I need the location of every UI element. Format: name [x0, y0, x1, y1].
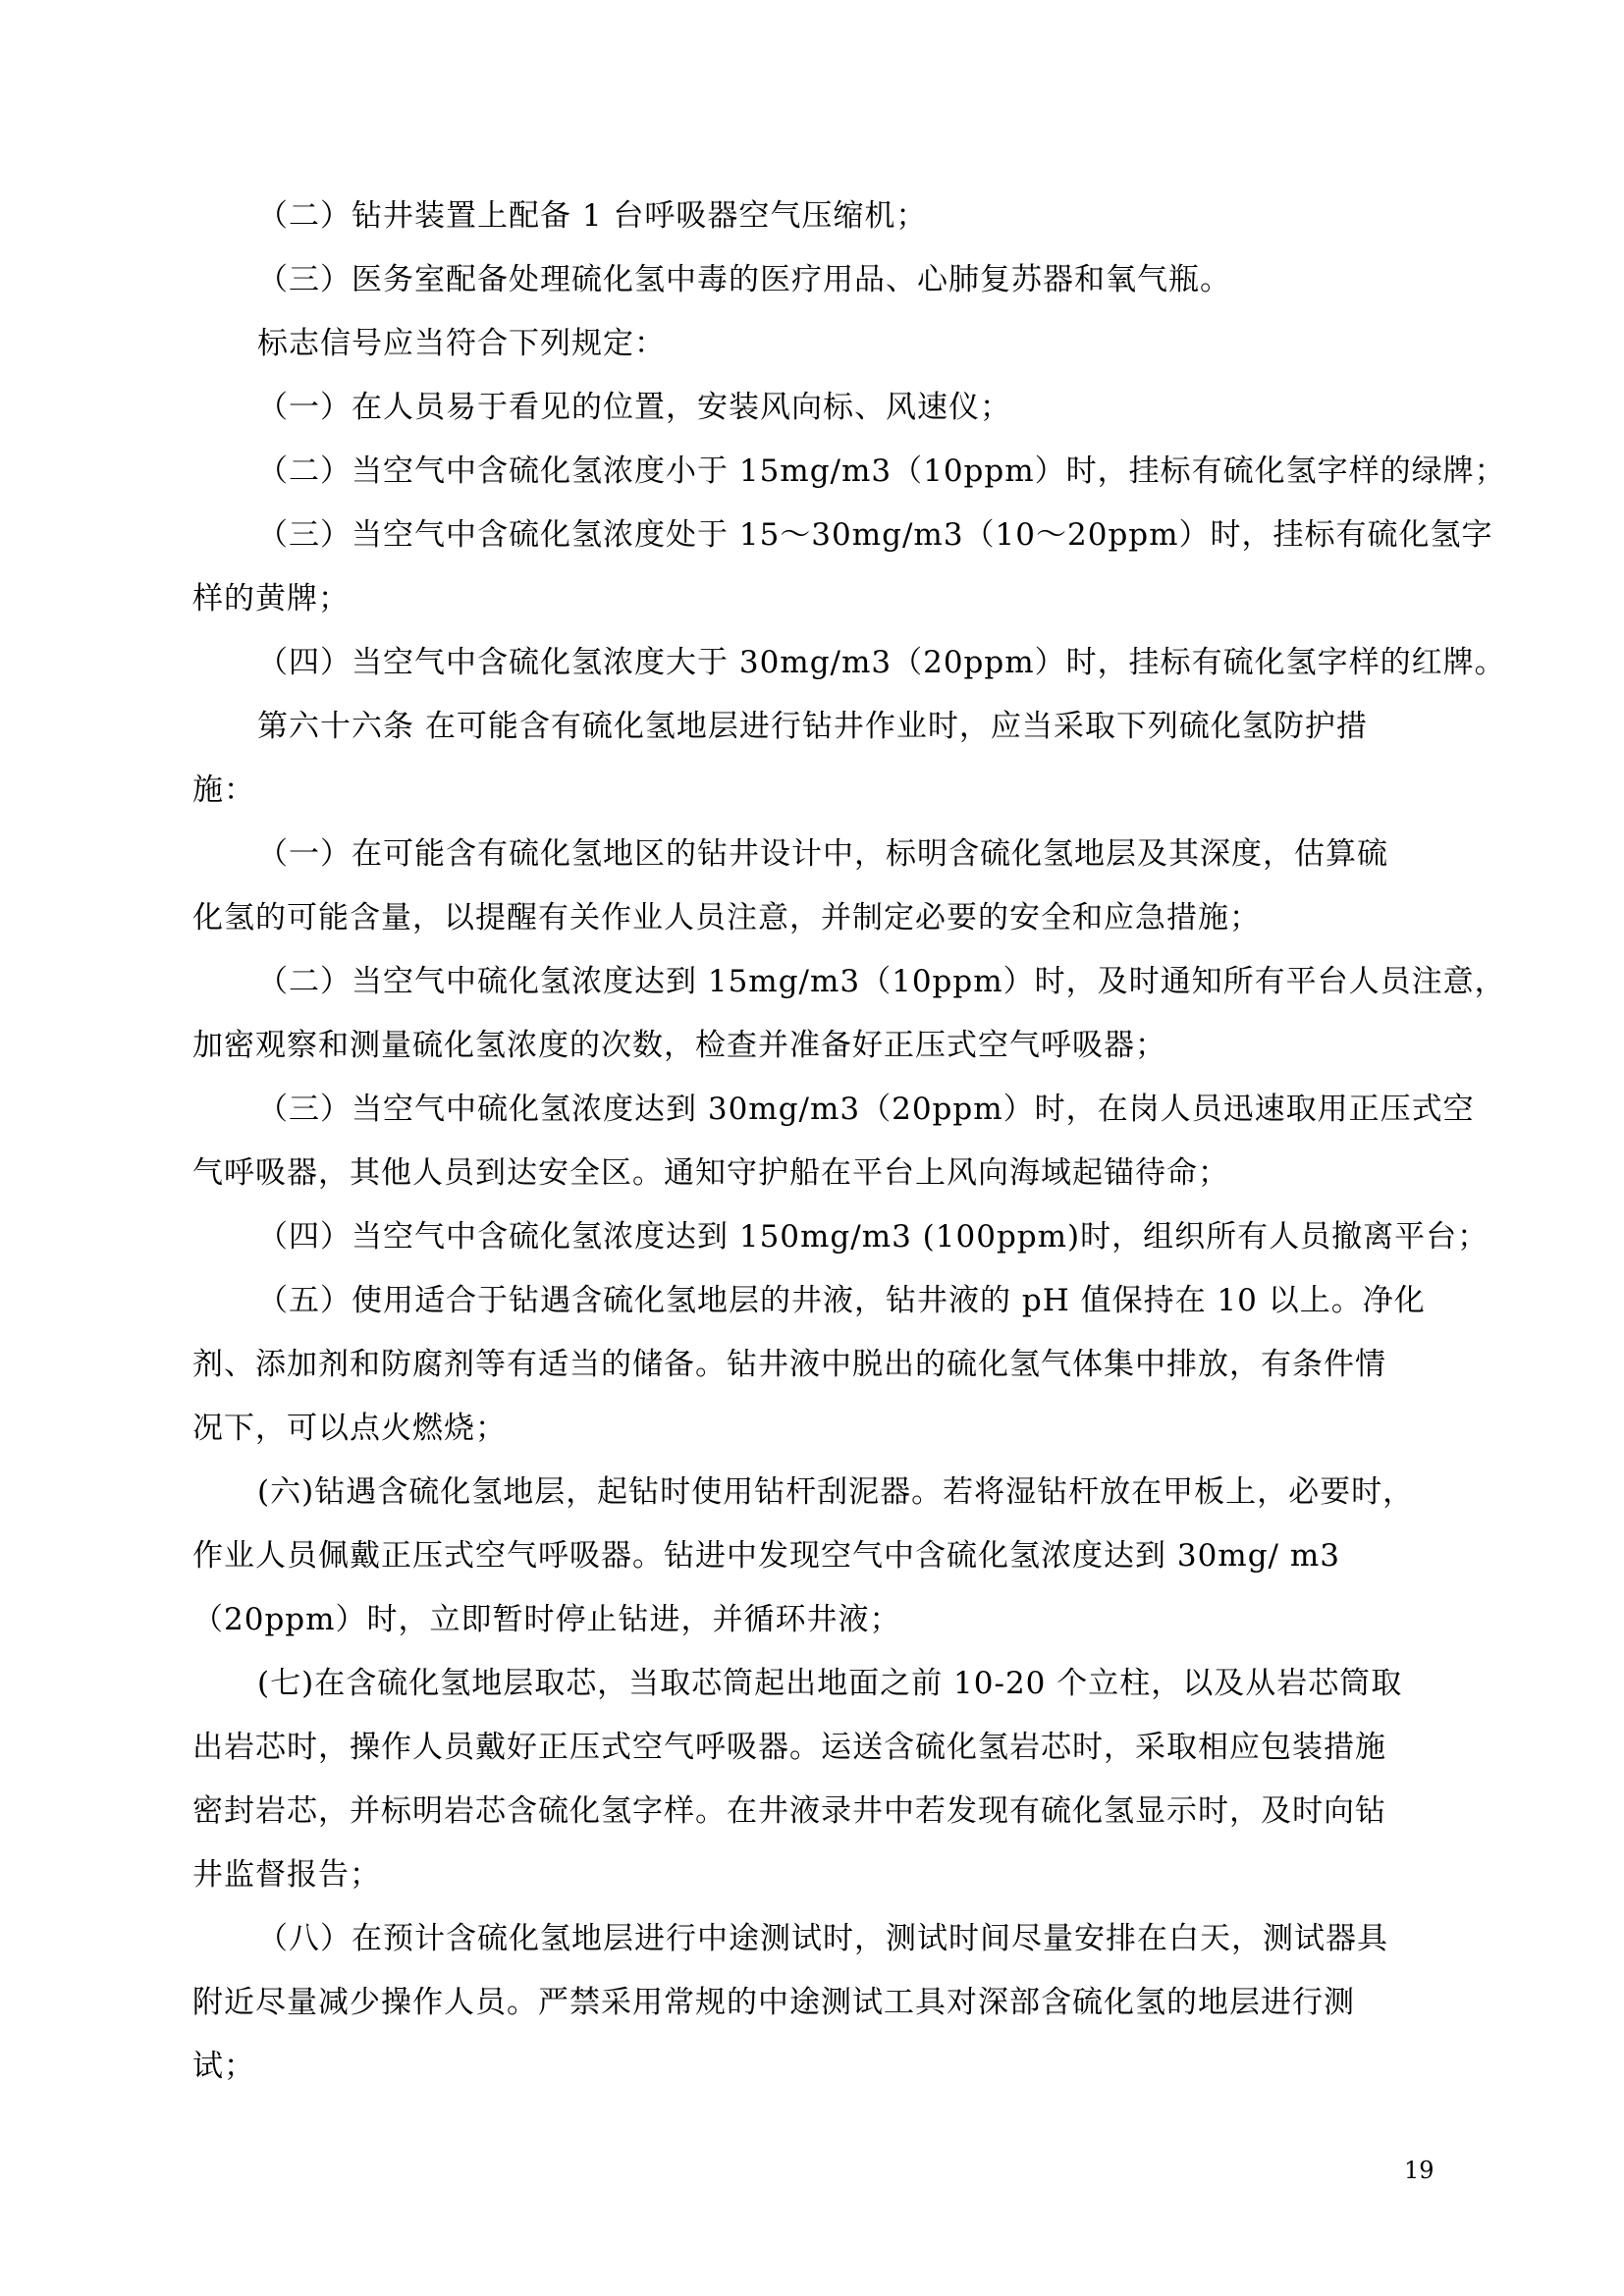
text-line: 出岩芯时，操作人员戴好正压式空气呼吸器。运送含硫化氢岩芯时，采取相应包装措施 [192, 1730, 1386, 1765]
text-line: 况下，可以点火燃烧； [192, 1411, 507, 1446]
text-line: 化氢的可能含量，以提醒有关作业人员注意，并制定必要的安全和应急措施； [192, 900, 1261, 935]
text-line: （五）使用适合于钻遇含硫化氢地层的井液，钻井液的 pH 值保持在 10 以上。净化 [257, 1283, 1426, 1318]
text-line: （四）当空气中含硫化氢浓度大于 30mg/m3（20ppm）时，挂标有硫化氢字样的红牌。 [257, 645, 1506, 680]
text-line: 剂、添加剂和防腐剂等有适当的储备。钻井液中脱出的硫化氢气体集中排放，有条件情 [192, 1347, 1386, 1382]
text-line: （二）当空气中硫化氢浓度达到 15mg/m3（10ppm）时，及时通知所有平台人员注意， [257, 964, 1506, 999]
text-line: 附近尽量减少操作人员。严禁采用常规的中途测试工具对深部含硫化氢的地层进行测 [192, 1985, 1355, 2020]
text-line: （四）当空气中含硫化氢浓度达到 150mg/m3 (100ppm)时，组织所有人员撤离平台； [257, 1219, 1489, 1255]
text-line: (六)钻遇含硫化氢地层，起钻时使用钻杆刮泥器。若将湿钻杆放在甲板上，必要时， [257, 1474, 1415, 1510]
text-line: 井监督报告； [192, 1857, 381, 1893]
text-line: (七)在含硫化氢地层取芯，当取芯筒起出地面之前 10-20 个立柱，以及从岩芯筒取 [257, 1666, 1403, 1701]
text-line: （一）在可能含有硫化氢地区的钻井设计中，标明含硫化氢地层及其深度，估算硫 [257, 836, 1388, 872]
text-line: 试； [192, 2049, 255, 2084]
text-line: （三）医务室配备处理硫化氢中毒的医疗用品、心肺复苏器和氧气瓶。 [257, 262, 1231, 297]
text-line: 施： [192, 773, 255, 808]
text-line: 样的黄牌； [192, 581, 350, 616]
text-line: 加密观察和测量硫化氢浓度的次数，检查并准备好正压式空气呼吸器； [192, 1028, 1166, 1063]
text-line: 密封岩芯，并标明岩芯含硫化氢字样。在井液录井中若发现有硫化氢显示时，及时向钻 [192, 1793, 1386, 1829]
text-line: 标志信号应当符合下列规定： [257, 326, 666, 361]
text-line: （二）钻井装置上配备 1 台呼吸器空气压缩机； [257, 198, 928, 234]
text-line: （20ppm）时，立即暂时停止钻进，并循环井液； [192, 1602, 901, 1637]
text-line: （八）在预计含硫化氢地层进行中途测试时，测试时间尽量安排在白天，测试器具 [257, 1921, 1388, 1956]
page-number: 19 [1404, 2157, 1435, 2184]
text-line: 气呼吸器，其他人员到达安全区。通知守护船在平台上风向海域起锚待命； [192, 1155, 1229, 1191]
text-line: （二）当空气中含硫化氢浓度小于 15mg/m3（10ppm）时，挂标有硫化氢字样的绿牌； [257, 454, 1506, 489]
text-line: 作业人员佩戴正压式空气呼吸器。钻进中发现空气中含硫化氢浓度达到 30mg/ m3 [192, 1538, 1340, 1574]
text-line: （三）当空气中含硫化氢浓度处于 15～30mg/m3（10～20ppm）时，挂标有硫化氢字 [257, 517, 1493, 553]
text-line: （三）当空气中硫化氢浓度达到 30mg/m3（20ppm）时，在岗人员迅速取用正压式空 [257, 1092, 1475, 1127]
text-line: （一）在人员易于看见的位置，安装风向标、风速仪； [257, 390, 1011, 425]
article-heading-line: 第六十六条 在可能含有硫化氢地层进行钻井作业时，应当采取下列硫化氢防护措 [257, 709, 1368, 744]
